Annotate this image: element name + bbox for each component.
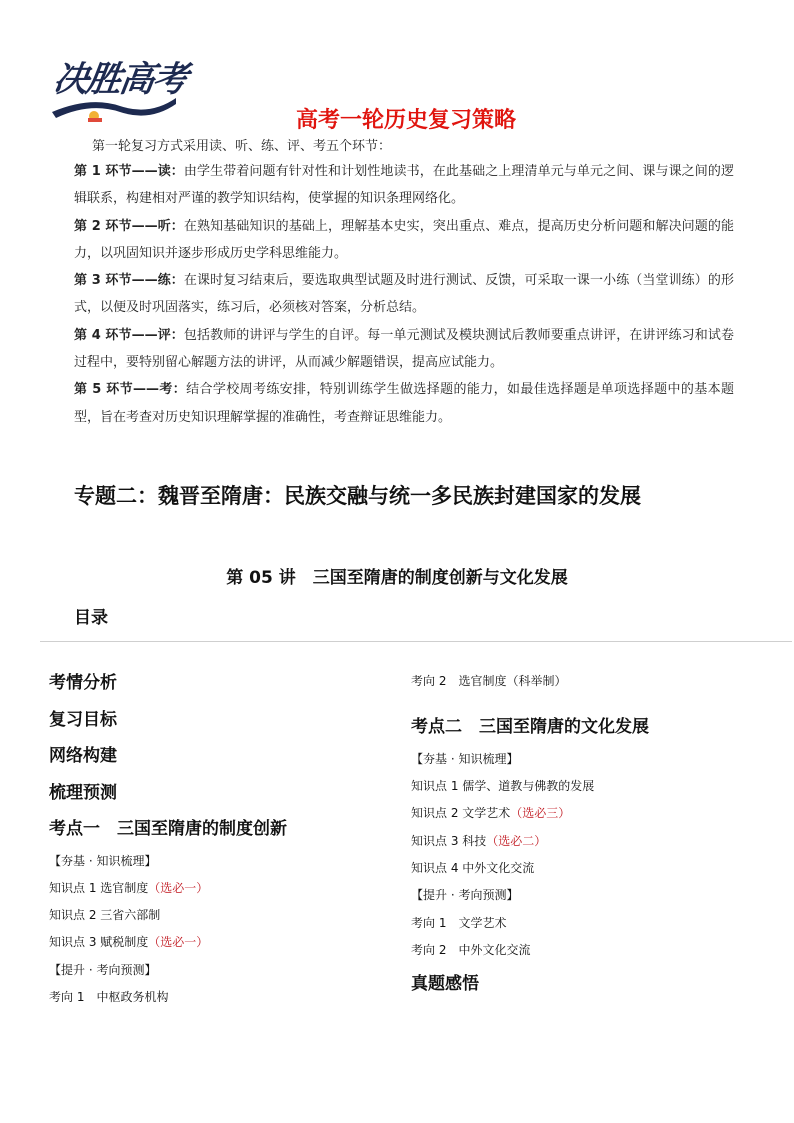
toc-item-note: （选必二） bbox=[486, 833, 547, 848]
step-text: 在熟知基础知识的基础上，理解基本史实，突出重点、难点，提高历史分析问题和解决问题的能力，以巩固知识并逐步形成历史学科思维能力。 bbox=[74, 218, 734, 261]
toc-tag: 【夯基 · 知识梳理】 bbox=[49, 853, 157, 868]
step-item bbox=[74, 213, 734, 268]
toc-section-link[interactable]: 考情分析 bbox=[49, 673, 117, 693]
toc-item-note: （选必一） bbox=[148, 880, 209, 895]
toc-knowledge-link[interactable] bbox=[411, 828, 771, 855]
toc-knowledge-link[interactable] bbox=[49, 875, 379, 902]
toc-knowledge-link[interactable] bbox=[49, 929, 379, 956]
spacer bbox=[411, 695, 771, 709]
step-item bbox=[74, 322, 734, 377]
toc-knowledge-link[interactable] bbox=[49, 902, 379, 929]
toc-item-text: 知识点 2 三省六部制 bbox=[49, 908, 161, 923]
toc-section-link[interactable]: 网络构建 bbox=[49, 746, 117, 766]
toc-section-link[interactable]: 梳理预测 bbox=[49, 782, 117, 803]
toc-point-link[interactable]: 考点一 三国至隋唐的制度创新 bbox=[49, 819, 287, 839]
toc-item-text: 知识点 4 中外文化交流 bbox=[411, 860, 535, 875]
toc-section-link[interactable]: 复习目标 bbox=[49, 709, 117, 730]
toc-divider bbox=[40, 641, 792, 642]
toc-item-text: 知识点 1 选官制度 bbox=[49, 880, 149, 895]
step-text: 在课时复习结束后，要选取典型试题及时进行测试、反馈，可采取一课一小练（当堂训练）的形式，以便及时巩固落实，练习后，必须核对答案，分析总结。 bbox=[74, 273, 734, 316]
toc-item-note: （选必一） bbox=[148, 935, 209, 950]
toc-left-column bbox=[49, 665, 379, 1011]
step-item bbox=[74, 267, 734, 322]
toc-point-link[interactable]: 考点二 三国至隋唐的文化发展 bbox=[411, 717, 649, 738]
toc-item-text: 知识点 2 文学艺术 bbox=[411, 806, 511, 821]
toc-section-link[interactable]: 真题感悟 bbox=[411, 974, 479, 995]
steps-list bbox=[74, 158, 734, 431]
toc-direction-link[interactable]: 考向 1 文学艺术 bbox=[411, 915, 507, 930]
toc-knowledge-link[interactable] bbox=[411, 855, 771, 882]
toc-direction-link[interactable]: 考向 1 中枢政务机构 bbox=[49, 989, 169, 1004]
toc-knowledge-link[interactable] bbox=[411, 800, 771, 827]
toc-knowledge-link[interactable] bbox=[411, 773, 771, 800]
toc-tag: 【提升 · 考向预测】 bbox=[49, 962, 157, 977]
step-item bbox=[74, 158, 734, 213]
toc-right-column bbox=[411, 668, 771, 1003]
step-label: 第 3 环节——练： bbox=[74, 273, 184, 289]
intro-text: 第一轮复习方式采用读、听、练、评、考五个环节： bbox=[92, 139, 392, 154]
toc-tag: 【提升 · 考向预测】 bbox=[411, 888, 519, 903]
toc-item-note: （选必三） bbox=[510, 806, 571, 821]
toc-tag: 【夯基 · 知识梳理】 bbox=[411, 751, 519, 766]
step-text: 包括教师的讲评与学生的自评。每一单元测试及模块测试后教师要重点讲评，在讲评练习和试卷过程中，要特别留心解题方法的讲评，从而减少解题错误，提高应试能力。 bbox=[74, 327, 734, 371]
step-text: 结合学校周考练安排，特别训练学生做选择题的能力，如最佳选择题是单项选择题中的基本题型，旨在考查对历史知识理解掌握的准确性，考查辩证思维能力。 bbox=[74, 382, 734, 425]
step-item bbox=[74, 376, 734, 431]
step-label: 第 5 环节——考： bbox=[74, 382, 187, 398]
step-label: 第 1 环节——读： bbox=[74, 164, 184, 179]
lesson-title: 第 05 讲 三国至隋唐的制度创新与文化发展 bbox=[226, 568, 568, 588]
topic-title: 专题二：魏晋至隋唐：民族交融与统一多民族封建国家的发展 bbox=[74, 484, 641, 508]
toc-item-text: 知识点 3 赋税制度 bbox=[49, 935, 149, 950]
toc-title: 目录 bbox=[74, 608, 108, 628]
step-label: 第 4 环节——评： bbox=[74, 327, 184, 343]
toc-item-text: 知识点 1 儒学、道教与佛教的发展 bbox=[411, 779, 595, 794]
page-title: 高考一轮历史复习策略 bbox=[295, 108, 516, 133]
step-label: 第 2 环节——听： bbox=[74, 218, 184, 234]
toc-direction-link[interactable]: 考向 2 选官制度（科举制） bbox=[411, 674, 567, 688]
logo-text: 决胜高考 bbox=[50, 59, 189, 100]
toc-direction-link[interactable]: 考向 2 中外文化交流 bbox=[411, 942, 531, 957]
step-text: 由学生带着问题有针对性和计划性地读书，在此基础之上理清单元与单元之间、课与课之间的逻辑联系，构建相对严谨的教学知识结构，使掌握的知识条理网络化。 bbox=[74, 164, 734, 207]
toc-item-text: 知识点 3 科技 bbox=[411, 833, 487, 848]
